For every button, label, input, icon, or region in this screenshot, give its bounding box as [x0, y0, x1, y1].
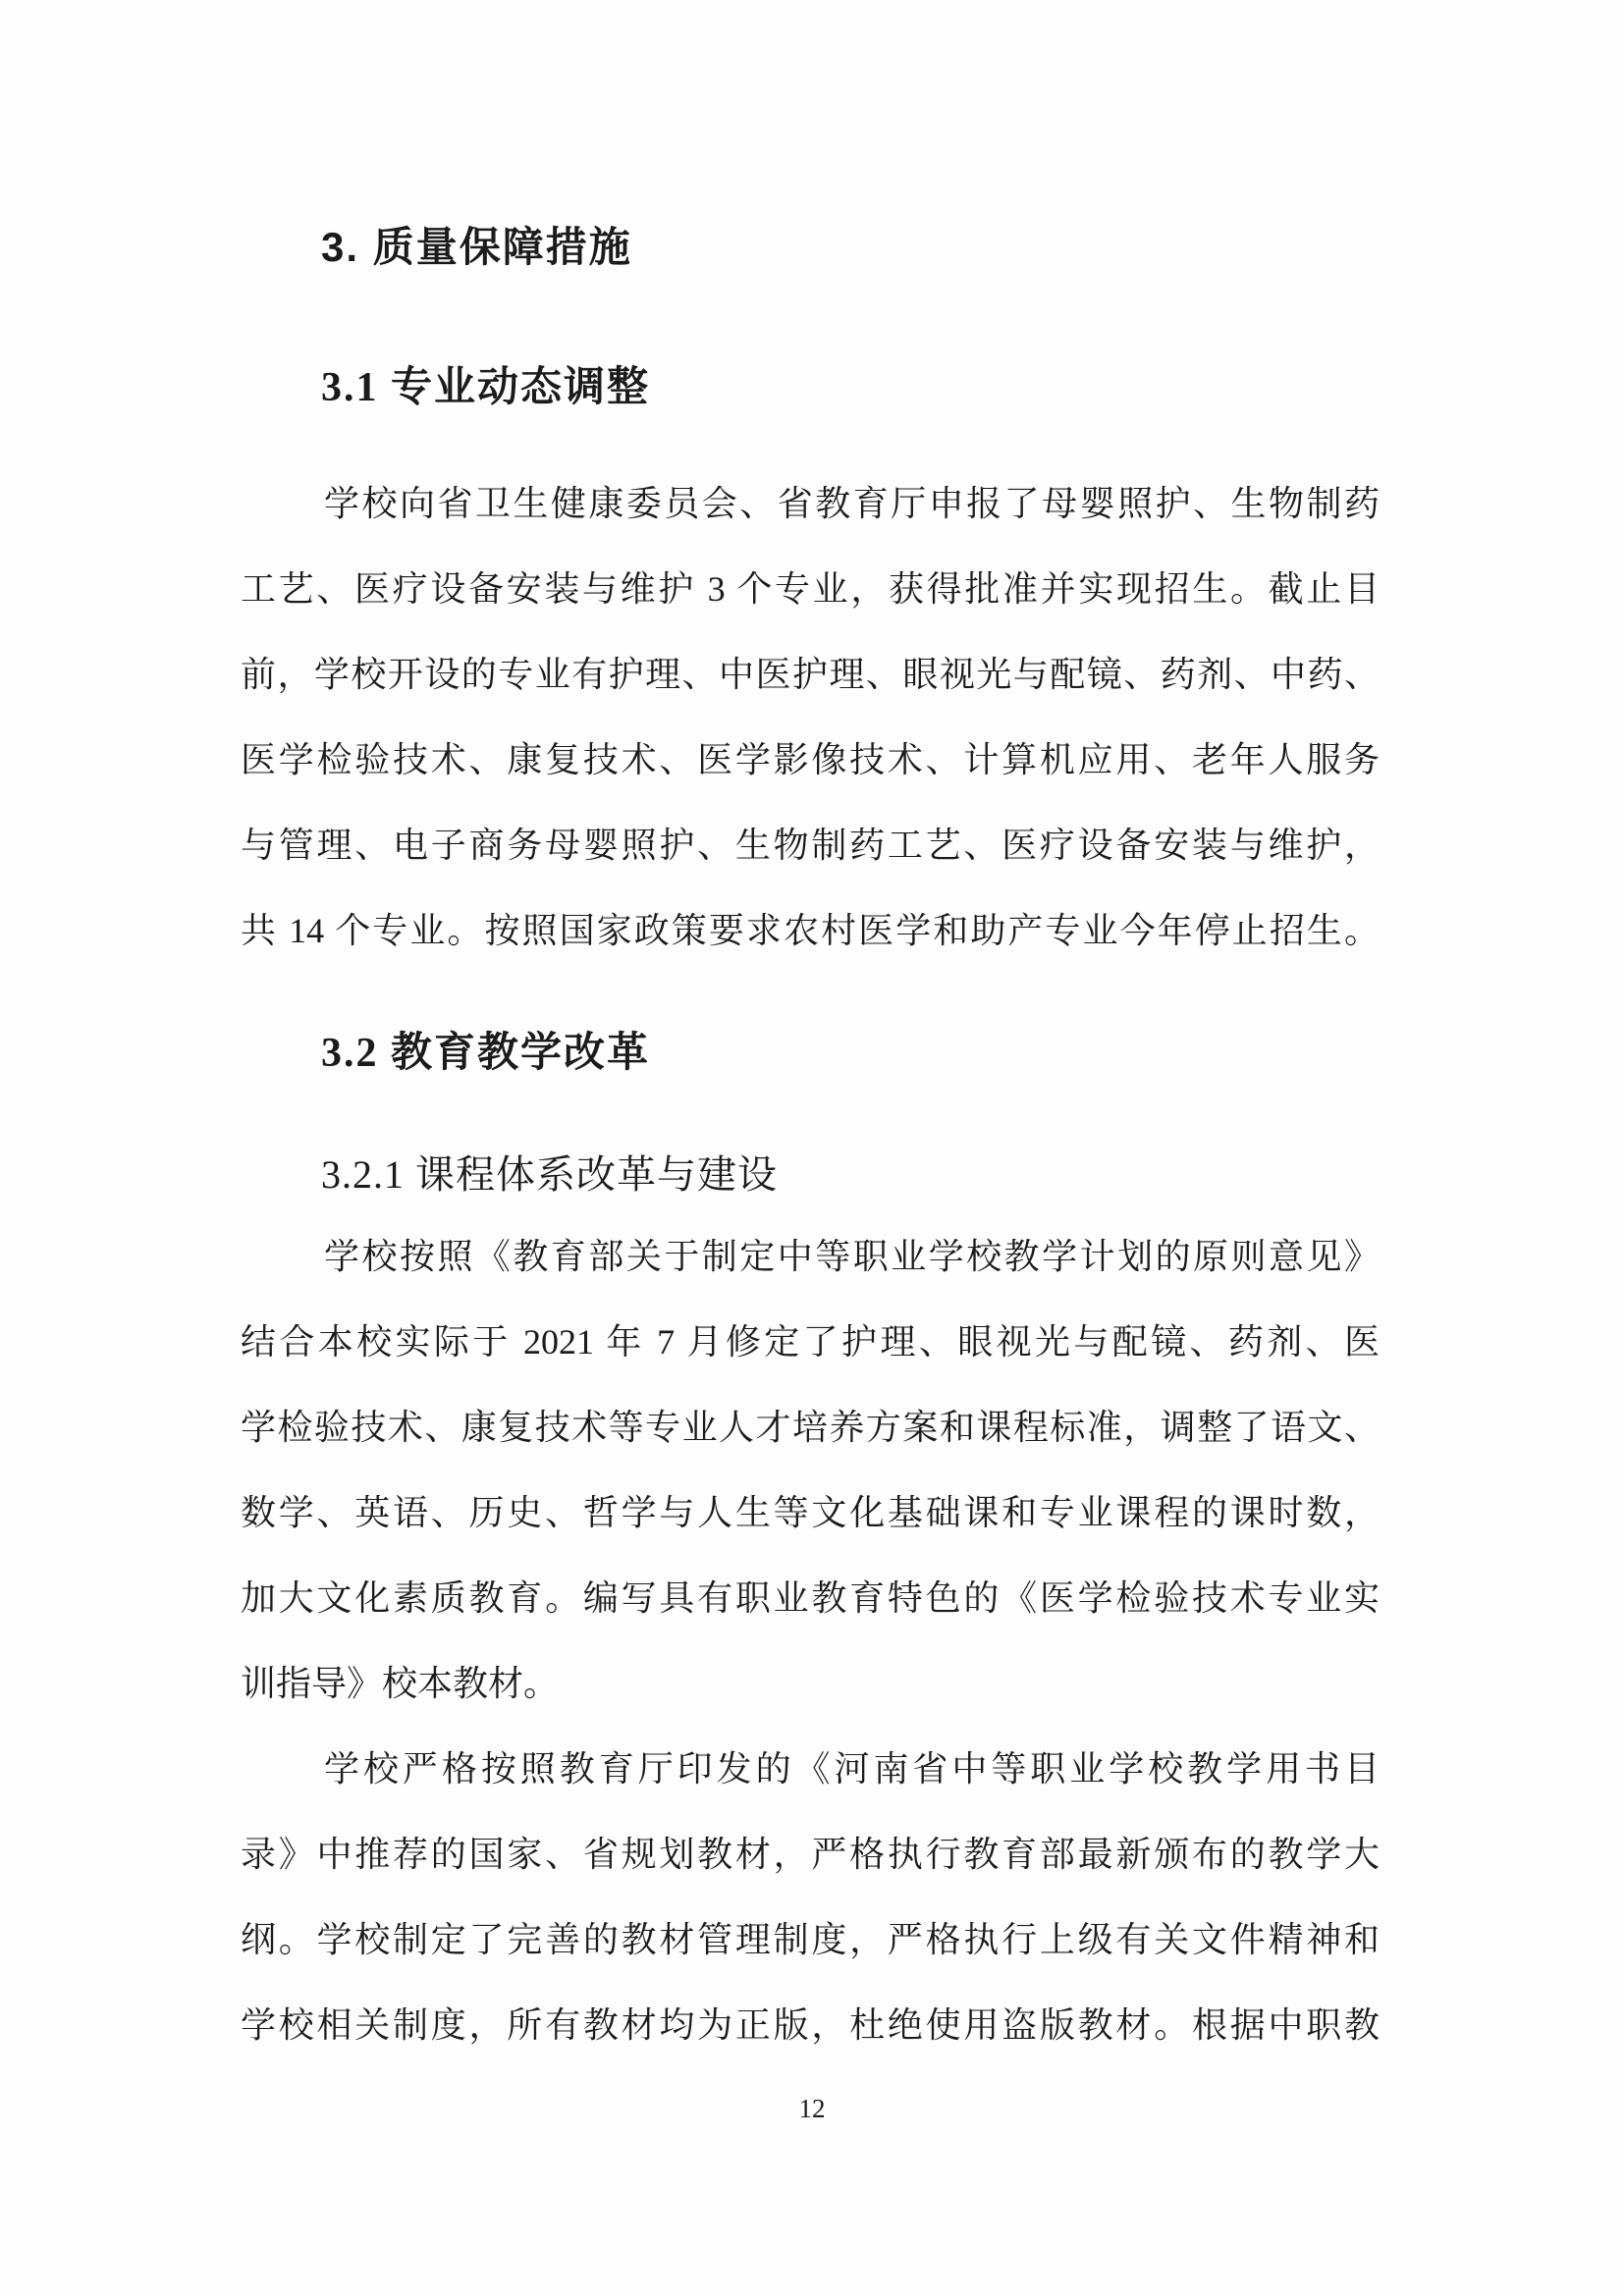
text-line: 学校按照《教育部关于制定中等职业学校教学计划的原则意见》 — [324, 1237, 1380, 1276]
paragraph-3 — [241, 1727, 1380, 2068]
text-line: 与管理、电子商务母婴照护、生物制药工艺、医疗设备安装与维护， — [241, 826, 1380, 865]
text-line: 训指导》校本教材。 — [241, 1664, 560, 1703]
section-heading-3-2: 3.2 教育教学改革 — [321, 1031, 651, 1076]
page-number: 12 — [798, 2094, 826, 2123]
text-line: 结合本校实际于 2021 年 7 月修定了护理、眼视光与配镜、药剂、医 — [241, 1322, 1380, 1362]
text-line: 学检验技术、康复技术等专业人才培养方案和课程标准，调整了语文、 — [241, 1408, 1380, 1447]
section-heading-3: 3. 质量保障措施 — [321, 224, 632, 270]
text-line: 纲。学校制定了完善的教材管理制度，严格执行上级有关文件精神和 — [241, 1920, 1380, 1959]
text-line: 学校相关制度，所有教材均为正版，杜绝使用盗版教材。根据中职教 — [241, 2005, 1380, 2045]
text-line: 共 14 个专业。按照国家政策要求农村医学和助产专业今年停止招生。 — [241, 911, 1380, 950]
text-line: 录》中推荐的国家、省规划教材，严格执行教育部最新颁布的教学大 — [241, 1835, 1380, 1874]
text-line: 数学、英语、历史、哲学与人生等文化基础课和专业课程的课时数， — [241, 1493, 1380, 1532]
paragraph-1 — [241, 461, 1380, 974]
text-line: 工艺、医疗设备安装与维护 3 个专业，获得批准并实现招生。截止目 — [241, 569, 1380, 609]
section-heading-3-1: 3.1 专业动态调整 — [321, 365, 651, 410]
text-line: 医学检验技术、康复技术、医学影像技术、计算机应用、老年人服务 — [241, 740, 1380, 779]
text-line: 学校向省卫生健康委员会、省教育厅申报了母婴照护、生物制药 — [324, 484, 1380, 523]
section-heading-3-2-1: 3.2.1 课程体系改革与建设 — [321, 1152, 778, 1197]
paragraph-2 — [241, 1214, 1380, 1727]
text-line: 前，学校开设的专业有护理、中医护理、眼视光与配镜、药剂、中药、 — [241, 655, 1380, 694]
text-line: 学校严格按照教育厅印发的《河南省中等职业学校教学用书目 — [324, 1749, 1380, 1789]
text-line: 加大文化素质教育。编写具有职业教育特色的《医学检验技术专业实 — [241, 1578, 1380, 1618]
